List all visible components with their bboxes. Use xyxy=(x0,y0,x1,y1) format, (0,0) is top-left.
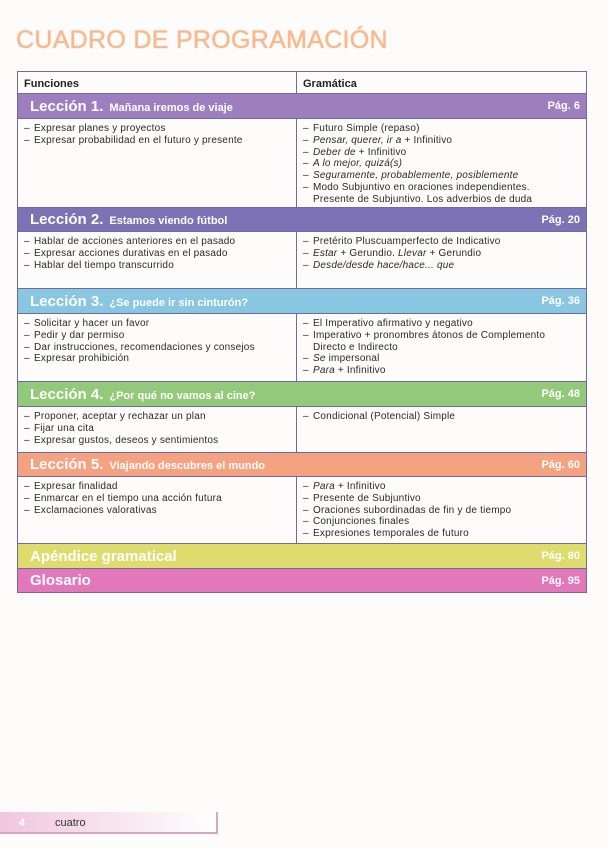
funcion-item: – Exclamaciones valorativas xyxy=(24,505,292,517)
gramatica-item: – Condicional (Potencial) Simple xyxy=(303,411,582,423)
page-footer xyxy=(0,812,218,834)
funcion-item: – Fijar una cita xyxy=(24,423,292,435)
lesson-title: Mañana iremos de viaje xyxy=(109,101,233,114)
gramatica-item: – Para + Infinitivo xyxy=(303,365,582,377)
lesson-number: Lección 2. xyxy=(30,211,104,228)
lesson-3-band[interactable] xyxy=(18,289,586,314)
gramatica-item: – Modo Subjuntivo en oraciones independientes. xyxy=(303,182,582,194)
funcion-item: – Hablar de acciones anteriores en el pasado xyxy=(24,236,292,248)
page-title: CUADRO DE PROGRAMACIÓN xyxy=(16,26,388,54)
lesson-3-content xyxy=(18,314,586,382)
gramatica-item: – El Imperativo afirmativo y negativo xyxy=(303,318,582,330)
gramatica-item: – Expresiones temporales de futuro xyxy=(303,528,582,540)
glosario-title: Glosario xyxy=(30,572,91,589)
gramatica-item: – Estar + Gerundio. Llevar + Gerundio xyxy=(303,248,582,260)
lesson-4-content xyxy=(18,407,586,453)
gramatica-item: – Pretérito Pluscuamperfecto de Indicativo xyxy=(303,236,582,248)
apendice-band[interactable] xyxy=(18,544,586,569)
gramatica-item: – Pensar, querer, ir a + Infinitivo xyxy=(303,135,582,147)
gramatica-item: – Se impersonal xyxy=(303,353,582,365)
lesson-2-band[interactable] xyxy=(18,208,586,232)
header-funciones: Funciones xyxy=(18,72,297,93)
lesson-5-content xyxy=(18,477,586,544)
gramatica-item-continued: Directo e Indirecto xyxy=(313,341,398,353)
lesson-2-content xyxy=(18,232,586,289)
gramatica-item: – Seguramente, probablemente, posiblemente xyxy=(303,170,582,182)
gramatica-item: – Imperativo + pronombres átonos de Complemento xyxy=(303,330,582,342)
lesson-4-band[interactable] xyxy=(18,382,586,407)
glosario-page: Pág. 95 xyxy=(541,574,580,587)
funcion-item: – Pedir y dar permiso xyxy=(24,330,292,342)
lesson-page: Pág. 6 xyxy=(547,100,580,112)
gramatica-item: – A lo mejor, quizá(s) xyxy=(303,158,582,170)
funcion-item: – Dar instrucciones, recomendaciones y consejos xyxy=(24,342,292,354)
lesson-1-band[interactable] xyxy=(18,94,586,119)
header-gramatica: Gramática xyxy=(303,78,357,90)
gramatica-item: – Para + Infinitivo xyxy=(303,481,582,493)
lesson-page: Pág. 20 xyxy=(541,213,580,226)
lesson-number: Lección 3. xyxy=(30,292,104,310)
funcion-item: – Expresar gustos, deseos y sentimientos xyxy=(24,435,292,447)
apendice-page: Pág. 80 xyxy=(541,550,580,562)
lesson-page: Pág. 48 xyxy=(541,388,580,400)
gramatica-item: – Deber de + Infinitivo xyxy=(303,147,582,159)
table-header xyxy=(18,72,586,94)
lesson-number: Lección 4. xyxy=(30,385,104,403)
gramatica-item: – Desde/desde hace/hace... que xyxy=(303,260,582,272)
gramatica-item: – Presente de Subjuntivo xyxy=(303,493,582,505)
funcion-item: – Expresar planes y proyectos xyxy=(24,123,292,135)
lesson-title: ¿Se puede ir sin cinturón? xyxy=(109,296,249,309)
glosario-band[interactable] xyxy=(18,569,586,592)
lesson-title: ¿Por qué no vamos al cine? xyxy=(109,389,256,402)
page-number-word: cuatro xyxy=(55,817,86,829)
funcion-item: – Enmarcar en el tiempo una acción futura xyxy=(24,493,292,505)
gramatica-item: – Futuro Simple (repaso) xyxy=(303,123,582,135)
funcion-item: – Expresar prohibición xyxy=(24,353,292,365)
lesson-1-content xyxy=(18,119,586,208)
lesson-title: Estamos viendo fútbol xyxy=(109,215,228,227)
apendice-title: Apéndice gramatical xyxy=(30,547,177,565)
lesson-5-band[interactable] xyxy=(18,453,586,477)
gramatica-item: – Conjunciones finales xyxy=(303,516,582,528)
funcion-item: – Expresar probabilidad en el futuro y presente xyxy=(24,135,292,147)
lesson-page: Pág. 36 xyxy=(541,295,580,307)
funcion-item: – Hablar del tiempo transcurrido xyxy=(24,260,292,272)
gramatica-item-continued: Presente de Subjuntivo. Los adverbios de duda xyxy=(313,193,533,205)
programming-table xyxy=(17,71,587,593)
gramatica-item: – Oraciones subordinadas de fin y de tiempo xyxy=(303,505,582,517)
lesson-number: Lección 1. xyxy=(30,97,104,115)
lesson-number: Lección 5. xyxy=(30,456,104,473)
lesson-page: Pág. 60 xyxy=(541,458,580,471)
page-number: 4 xyxy=(19,817,26,829)
funcion-item: – Expresar finalidad xyxy=(24,481,292,493)
funcion-item: – Solicitar y hacer un favor xyxy=(24,318,292,330)
lesson-title: Viajando descubres el mundo xyxy=(109,460,266,472)
funcion-item: – Expresar acciones durativas en el pasado xyxy=(24,248,292,260)
funcion-item: – Proponer, aceptar y rechazar un plan xyxy=(24,411,292,423)
